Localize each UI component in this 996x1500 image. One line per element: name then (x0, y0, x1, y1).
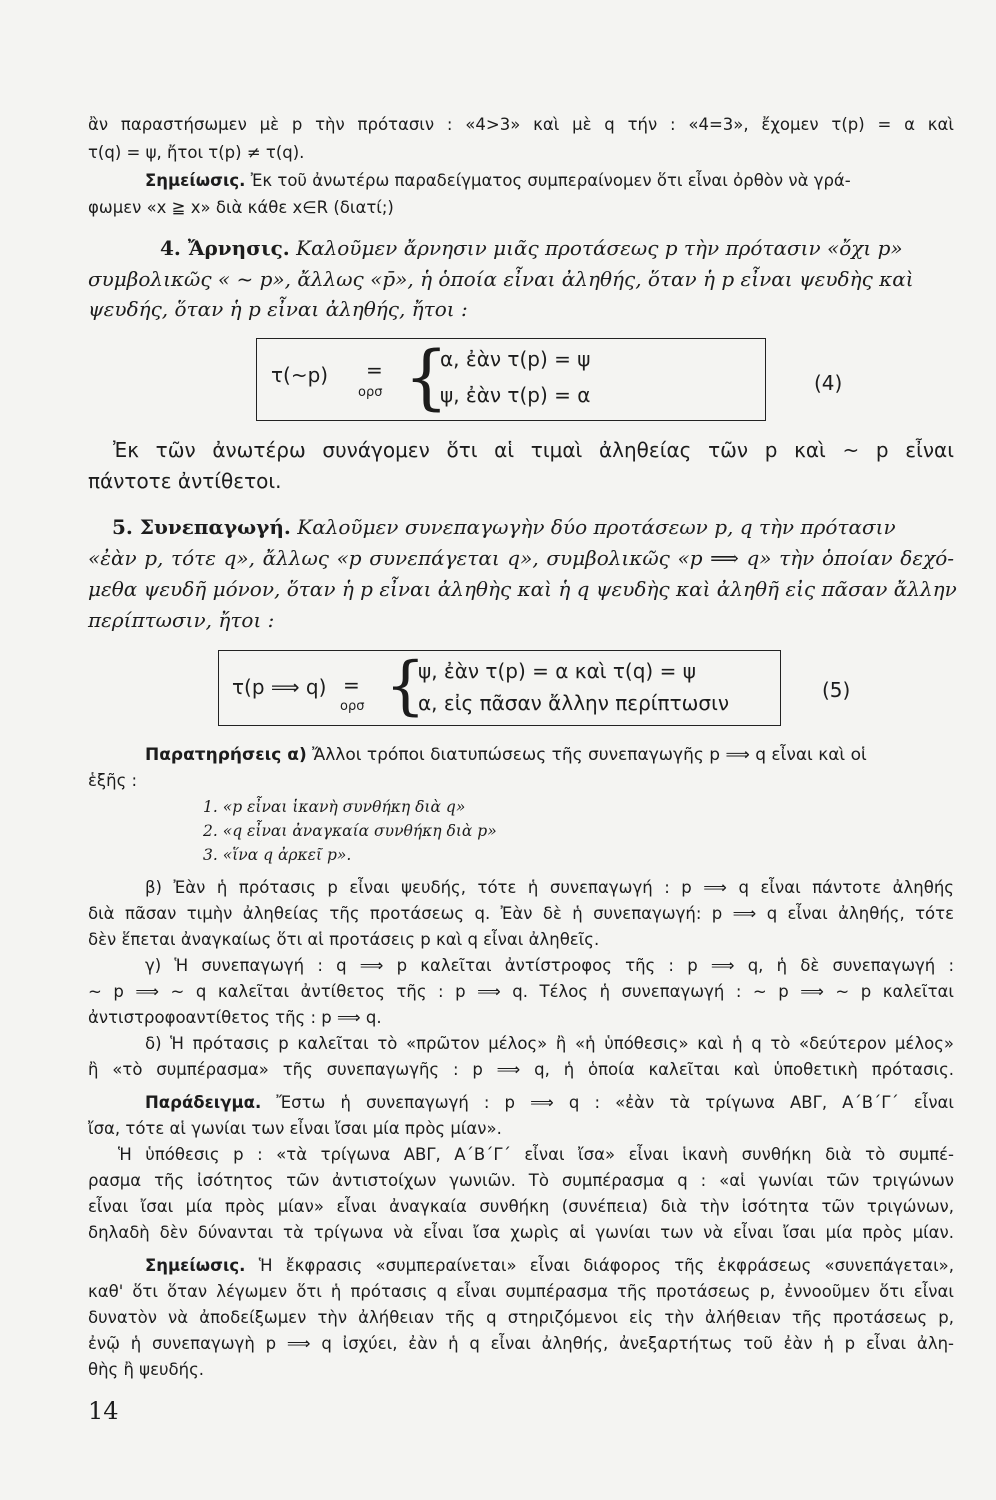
text-line: διὰ πᾶσαν τιμὴν ἀληθείας τῆς προτάσεως q. Ἐὰν δὲ ἡ συνεπαγωγή: p ⟹ q εἶναι ἀληθής, τότε (88, 904, 954, 923)
section-4-heading-line (160, 233, 954, 263)
text-line: δὲν ἕπεται ἀναγκαίως ὅτι αἱ προτάσεις p καὶ q εἶναι ἀληθεῖς. (88, 930, 600, 949)
section-5-title: 5. Συνεπαγωγή. (112, 515, 291, 539)
note-line (145, 169, 954, 193)
formula-4-lhs: τ(~p) (271, 363, 329, 387)
example-text: Ἔστω ἡ συνεπαγωγή : p ⟹ q : «ἐὰν τὰ τρίγωνα ΑΒΓ, Α΄Β΄Γ΄ εἶναι (261, 1093, 954, 1112)
section-4-title: 4. Ἄρνησις. (160, 236, 290, 260)
formula-5-equals: = (343, 673, 360, 697)
text-line: ~ p ⟹ ~ q καλεῖται ἀντίθετος τῆς : p ⟹ q. Τέλος ἡ συνεπαγωγή : ~ p ⟹ ~ p καλεῖται (88, 982, 954, 1001)
text-line: συμβολικῶς « ~ p», ἄλλως «p̄», ἡ ὁποία εἶναι ἀληθής, ὅταν ἡ p εἶναι ψευδὴς καὶ (88, 267, 914, 291)
text-line: ἑξῆς : (88, 771, 138, 790)
list-item: 3. «ἵνα q ἀρκεῖ p». (203, 846, 352, 864)
note-label: Σημείωσις. (145, 1256, 246, 1275)
formula-4-case-2: ψ, ἐὰν τ(p) = α (440, 383, 591, 407)
text-line: β) Ἐὰν ἡ πρότασις p εἶναι ψευδής, τότε ἡ συνεπαγωγή : p ⟹ q εἶναι πάντοτε ἀληθής (145, 878, 954, 897)
text-line: περίπτωσιν, ἤτοι : (88, 608, 275, 632)
list-item: 2. «q εἶναι ἀναγκαία συνθήκη διὰ p» (203, 822, 497, 840)
equation-number-4: (4) (814, 371, 843, 395)
text-line: ψευδής, ὅταν ἡ p εἶναι ἀληθής, ἤτοι : (88, 297, 468, 321)
formula-5-case-2: α, εἰς πᾶσαν ἄλλην περίπτωσιν (418, 691, 730, 715)
text-line: ἀντιστροφοαντίθετος τῆς : p ⟹ q. (88, 1008, 382, 1027)
formula-5-def-mark: ορσ (340, 699, 365, 714)
page-number: 14 (88, 1397, 119, 1425)
formula-5-case-1: ψ, ἐὰν τ(p) = α καὶ τ(q) = ψ (418, 659, 696, 683)
text-line: ἐνῷ ἡ συνεπαγωγὴ p ⟹ q ἰσχύει, ἐὰν ἡ q εἶναι ἀληθής, ἀνεξαρτήτως τοῦ ἐὰν ἡ p εἶναι ἀλη- (88, 1334, 954, 1353)
text-line: μεθα ψευδῆ μόνον, ὅταν ἡ p εἶναι ἀληθὴς καὶ ἡ q ψευδὴς καὶ ἀληθῆ εἰς πᾶσαν ἄλλην (88, 577, 957, 601)
text-line: φωμεν «x ≧ x» διὰ κάθε x∈R (διατί;) (88, 198, 394, 217)
list-item: 1. «p εἶναι ἱκανὴ συνθήκη διὰ q» (203, 798, 466, 816)
brace-icon: { (404, 336, 449, 418)
text-line: δηλαδὴ δὲν δύνανται τὰ τρίγωνα νὰ εἶναι ἴσα χωρὶς αἱ γωνίαι των νὰ εἶναι ἴσαι μία πρὸς μίαν. (88, 1223, 954, 1242)
text-line: ρασμα τῆς ἰσότητος τῶν ἀντιστοίχων γωνιῶν. Τὸ συμπέρασμα q : «αἱ γωνίαι τῶν τριγώνων (88, 1171, 954, 1190)
text-line: τ(q) = ψ, ἤτοι τ(p) ≠ τ(q). (88, 143, 305, 162)
text-line: καθ' ὅτι ὅταν λέγωμεν ὅτι ἡ πρότασις q εἶναι συμπέρασμα τῆς προτάσεως p, ἐννοοῦμεν ὅτι εἶναι (88, 1282, 954, 1301)
note-text: Ἐκ τοῦ ἀνωτέρω παραδείγματος συμπεραίνομεν ὅτι εἶναι ὀρθὸν νὰ γρά- (245, 171, 851, 190)
formula-4-def-mark: ορσ (358, 385, 383, 400)
text-line: ἂν παραστήσωμεν μὲ p τὴν πρότασιν : «4>3» καὶ μὲ q τήν : «4=3», ἔχομεν τ(p) = α καὶ (88, 115, 954, 134)
text-line: εἶναι ἴσαι μία πρὸς μίαν» εἶναι ἀναγκαία συνθήκη (συνέπεια) διὰ τὴν ἰσότητα τῶν τριγώνων, (88, 1197, 954, 1216)
text-line: ἢ «τὸ συμπέρασμα» τῆς συνεπαγωγῆς : p ⟹ q, ἡ ὁποία καλεῖται καὶ ὑποθετικὴ πρότασις. (88, 1060, 954, 1079)
formula-4-case-1: α, ἐὰν τ(p) = ψ (440, 347, 591, 371)
note-label: Σημείωσις. (145, 171, 246, 190)
brace-icon: { (385, 649, 426, 723)
remarks-line (145, 743, 954, 767)
section-4-definition: Καλοῦμεν ἄρνησιν μιᾶς προτάσεως p τὴν πρότασιν «ὄχι p» (289, 236, 903, 260)
formula-4-equals: = (366, 358, 383, 382)
example-line (145, 1091, 954, 1115)
text-line: θὴς ἢ ψευδής. (88, 1360, 205, 1379)
text-line: Ἡ ὑπόθεσις p : «τὰ τρίγωνα ΑΒΓ, Α΄Β΄Γ΄ εἶναι ἴσα» εἶναι ἱκανὴ συνθήκη διὰ τὸ συμπέ- (118, 1145, 954, 1164)
remarks-text: Ἄλλοι τρόποι διατυπώσεως τῆς συνεπαγωγῆς p ⟹ q εἶναι καὶ οἱ (306, 745, 867, 765)
text-line: γ) Ἡ συνεπαγωγή : q ⟹ p καλεῖται ἀντίστροφος τῆς : p ⟹ q, ἡ δὲ συνεπαγωγή : (145, 956, 954, 975)
example-label: Παράδειγμα. (145, 1093, 262, 1112)
section-5-heading-line (112, 512, 954, 542)
text-line: δυνατὸν νὰ ἀποδείξωμεν τὴν ἀλήθειαν τῆς q στηριζόμενοι εἰς τὴν ἀλήθειαν τῆς προτάσεως p, (88, 1308, 954, 1327)
formula-5-lhs: τ(p ⟹ q) (232, 675, 327, 699)
text-line: πάντοτε ἀντίθετοι. (88, 469, 282, 493)
text-line: δ) Ἡ πρότασις p καλεῖται τὸ «πρῶτον μέλος» ἢ «ἡ ὑπόθεσις» καὶ ἡ q τὸ «δεύτερον μέλος» (145, 1034, 954, 1053)
note-text: Ἡ ἔκφρασις «συμπεραίνεται» εἶναι διάφορος τῆς ἐκφράσεως «συνεπάγεται», (245, 1256, 954, 1275)
equation-number-5: (5) (822, 678, 851, 702)
text-line: Ἐκ τῶν ἀνωτέρω συνάγομεν ὅτι αἱ τιμαὶ ἀληθείας τῶν p καὶ ~ p εἶναι (113, 438, 954, 462)
text-line: «ἐὰν p, τότε q», ἄλλως «p συνεπάγεται q», συμβολικῶς «p ⟹ q» τὴν ὁποίαν δεχό- (88, 546, 954, 570)
section-5-definition: Καλοῦμεν συνεπαγωγὴν δύο προτάσεων p, q τὴν πρότασιν (290, 515, 896, 539)
text-line: ἴσα, τότε αἱ γωνίαι των εἶναι ἴσαι μία πρὸς μίαν». (88, 1119, 502, 1138)
remarks-label: Παρατηρήσεις α) (145, 745, 307, 765)
note-line (145, 1254, 954, 1278)
